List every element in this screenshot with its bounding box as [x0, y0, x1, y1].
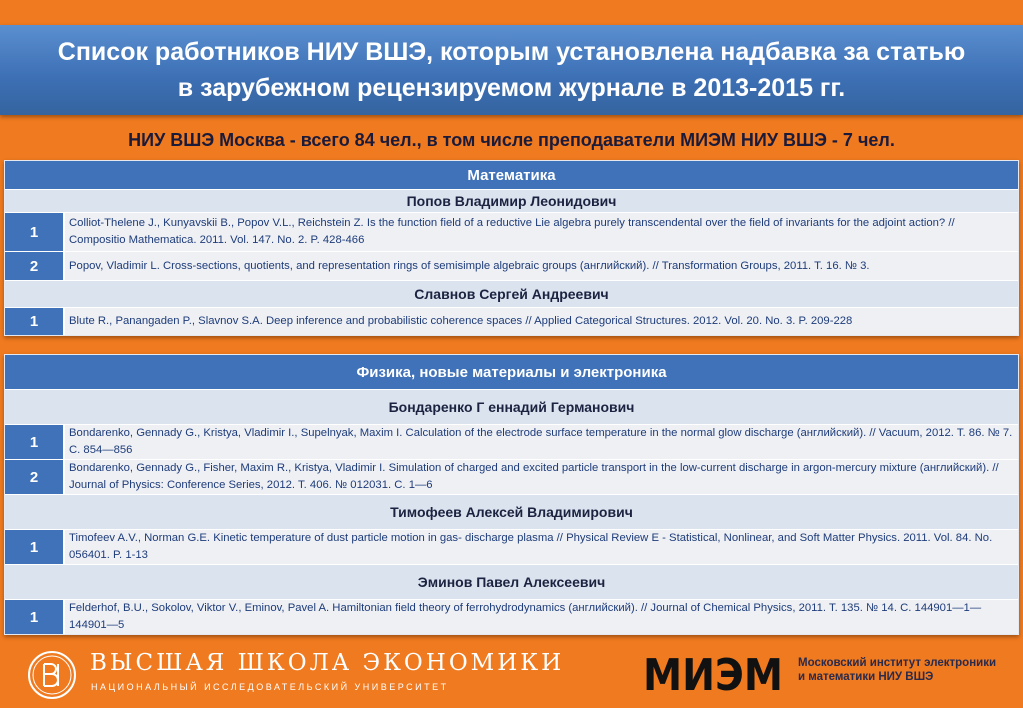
publication-row — [5, 307, 1018, 335]
page-subtitle: НИУ ВШЭ Москва - всего 84 чел., в том числе преподаватели МИЭМ НИУ ВШЭ - 7 чел. — [128, 130, 895, 150]
title-bar — [0, 25, 1023, 115]
publication-number: 1 — [5, 213, 65, 251]
publication-number: 1 — [5, 425, 65, 459]
publication-row — [5, 459, 1018, 494]
page-title-line-2: в зарубежном рецензируемом журнале в 2013-2015 гг. — [177, 74, 846, 102]
publication-row — [5, 251, 1018, 280]
publication-text: Blute R., Panangaden P., Slavnov S.A. Deep inference and probabilistic coherence spaces // Applied Categorical Structures. 2012. Vol. 20. No. 3. P. 209-228 — [69, 315, 853, 327]
miem-logo-icon — [641, 646, 786, 696]
hse-name: ВЫСШАЯ ШКОЛА ЭКОНОМИКИ — [90, 650, 565, 676]
miem-description-line-1: Московский институт электроники — [798, 657, 997, 669]
publication-text: Colliot-Thelene J., Kunyavskii B., Popov V.L., Reichstein Z. Is the function field of a reductive Lie algebra purely transcendental over the field of invariants for the adjoint action? // Compositio Mathematica. 2011. Vol. 147. No. 2. P. 428-466 — [69, 217, 955, 246]
publication-number: 2 — [5, 252, 65, 280]
publication-text: Felderhof, B.U., Sokolov, Viktor V., Eminov, Pavel A. Hamiltonian field theory of ferrohydrodynamics (английский). // Journal of Chemical Physics, 2011. T. 135. № 14. C. 144901—1—144901—5 — [69, 602, 982, 631]
publication-row — [5, 529, 1018, 564]
person-header: Бондаренко Г еннадий Германович — [5, 389, 1018, 424]
publication-row — [5, 599, 1018, 634]
hse-logo-icon — [27, 650, 77, 700]
person-header: Попов Владимир Леонидович — [5, 189, 1018, 212]
publication-text: Popov, Vladimir L. Cross-sections, quotients, and representation rings of semisimple algebraic groups (английский). // Transformation Groups, 2011. T. 16. № 3. — [69, 259, 870, 272]
publication-row — [5, 424, 1018, 459]
publication-number: 1 — [5, 530, 65, 564]
publication-number: 1 — [5, 600, 65, 634]
page-title-line-1: Список работников НИУ ВШЭ, которым установлена надбавка за статью — [57, 38, 966, 66]
publication-number: 2 — [5, 460, 65, 494]
person-header: Славнов Сергей Андреевич — [5, 280, 1018, 307]
hse-subtitle: НАЦИОНАЛЬНЫЙ ИССЛЕДОВАТЕЛЬСКИЙ УНИВЕРСИТЕТ — [91, 682, 449, 692]
publication-row — [5, 212, 1018, 251]
publication-text: Bondarenko, Gennady G., Kristya, Vladimir I., Supelnyak, Maxim I. Calculation of the electrode surface temperature in the normal glow discharge (английский). // Vacuum, 2012. T. 86. № 7. C. 854—856 — [69, 427, 1013, 456]
footer — [0, 636, 1023, 708]
section-block-physics — [4, 354, 1019, 635]
miem-description-line-2: и математики НИУ ВШЭ — [798, 671, 934, 683]
person-header: Тимофеев Алексей Владимирович — [5, 494, 1018, 529]
section-header: Математика — [5, 161, 1018, 189]
publication-text: Timofeev A.V., Norman G.E. Kinetic temperature of dust particle motion in gas- discharge plasma // Physical Review E - Statistical, Nonlinear, and Soft Matter Physics. 2011. Vol. 84. No. 056401. P. 1-13 — [69, 532, 993, 561]
section-header: Физика, новые материалы и электроника — [5, 355, 1018, 389]
miem-logo-text: МИЭМ — [643, 650, 783, 696]
publication-number: 1 — [5, 308, 65, 335]
section-block-mathematics — [4, 160, 1019, 336]
miem-description — [798, 656, 996, 684]
person-header: Эминов Павел Алексеевич — [5, 564, 1018, 599]
publication-text: Bondarenko, Gennady G., Fisher, Maxim R., Kristya, Vladimir I. Simulation of charged and excited particle transport in the low-current discharge in argon-mercury mixture (английский). // Journal of Physics: Conference Series, 2012. T. 406. № 012031. C. 1—6 — [69, 462, 999, 491]
